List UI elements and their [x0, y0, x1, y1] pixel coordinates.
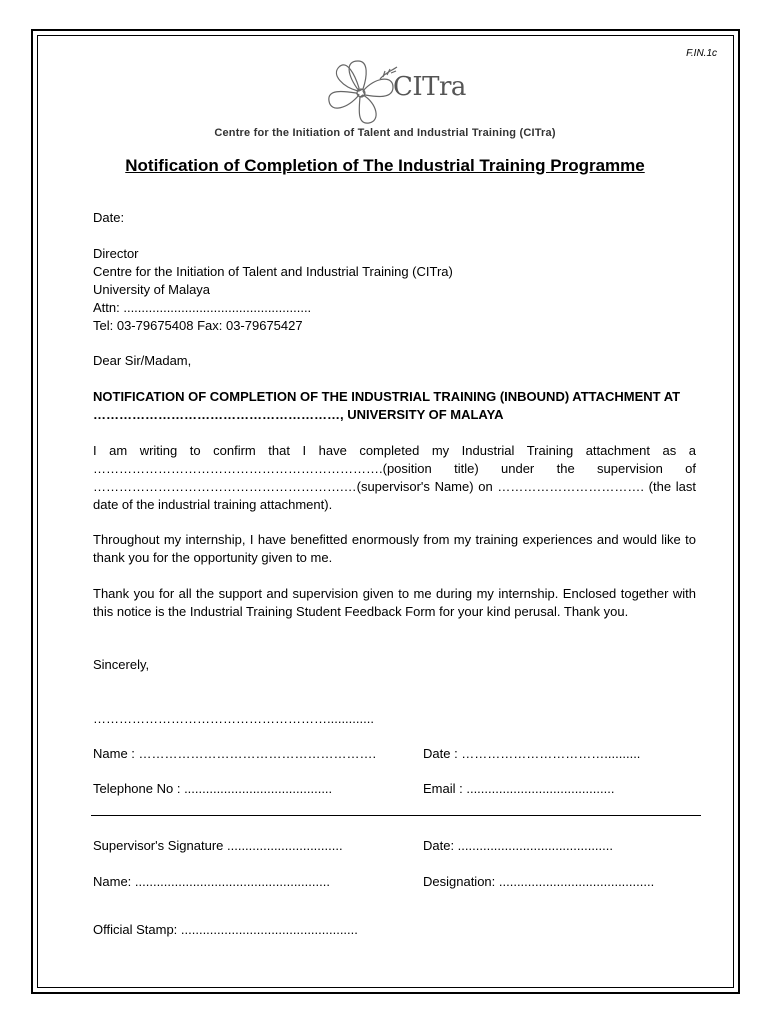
form-code: F.IN.1c: [686, 48, 717, 59]
tel-fax: Tel: 03-79675408 Fax: 03-79675427: [93, 318, 303, 333]
document-title: Notification of Completion of The Industrial Training Programme: [125, 156, 645, 175]
closing: Sincerely,: [93, 657, 150, 672]
salutation: Dear Sir/Madam,: [93, 353, 192, 368]
citra-logo-text: CITra: [393, 72, 466, 102]
supervisor-name-field: Name: ......................................................: [93, 874, 330, 889]
paragraph-confirmation-line-4: date of the industrial training attachment).: [93, 497, 333, 512]
paragraph-confirmation: [93, 442, 696, 514]
supervisor-date-field: Date: ...........................................: [423, 838, 613, 853]
centre-name: Centre for the Initiation of Talent and Industrial Training (CITra): [214, 127, 556, 139]
paragraph-confirmation-line-3: ………………………………………………….…(supervisor's Name) on ……………………………. (the last: [93, 479, 696, 494]
designation-field: Designation: ...........................................: [423, 874, 655, 889]
supervisor-signature-field: Supervisor's Signature ................................: [93, 838, 343, 853]
paragraph-confirmation-line-1: I am writing to confirm that I have completed my Industrial Training attachment as a: [93, 443, 696, 458]
paragraph-gratitude: Throughout my internship, I have benefitted enormously from my training experiences and would like to thank you for the opportunity given to me.: [93, 532, 696, 565]
section-divider: [91, 815, 701, 816]
address-line-director: Director: [93, 246, 139, 261]
paragraph-confirmation-line-2: ………………………………………………………….(position title) under the supervision of: [93, 461, 696, 476]
email-field: Email : .........................................: [423, 781, 615, 796]
subject-line-1: NOTIFICATION OF COMPLETION OF THE INDUSTRIAL TRAINING (INBOUND) ATTACHMENT AT: [93, 389, 681, 404]
address-line-university: University of Malaya: [93, 282, 211, 297]
address-line-centre: Centre for the Initiation of Talent and Industrial Training (CITra): [93, 264, 453, 279]
signature-line: ……………………………………………….............: [93, 711, 374, 726]
official-stamp-field: Official Stamp: .................................................: [93, 922, 358, 937]
telephone-field: Telephone No : .........................................: [93, 781, 333, 796]
student-date-field: Date : ……………………………..........: [423, 746, 641, 761]
attn-field: Attn: ....................................................: [93, 300, 312, 315]
student-name-field: Name : ……………………………………………….: [93, 746, 377, 761]
date-label: Date:: [93, 210, 125, 225]
paragraph-thanks: Thank you for all the support and supervision given to me during my internship. Enclosed together with this notice is the Industrial Training Student Feedback Form for your kind perusal. Thank you.: [93, 586, 696, 619]
subject-line-2: …………………………………………………, UNIVERSITY OF MALAYA: [93, 407, 504, 422]
